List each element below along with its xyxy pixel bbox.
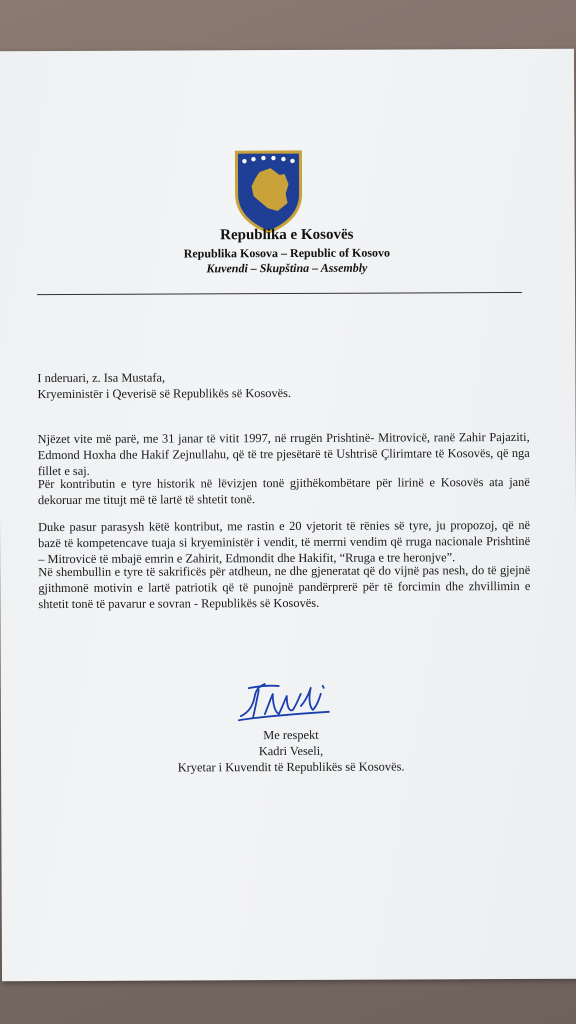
header-title: Republika e Kosovës: [220, 226, 354, 244]
kosovo-coat-of-arms: [232, 148, 304, 234]
header-subtitle: Republika Kosova – Republic of Kosovo: [183, 245, 391, 261]
signatory-position: Kryetar i Kuvendit të Republikës së Kosovës.: [177, 759, 405, 775]
closing-regards: Me respekt: [263, 727, 319, 743]
body-paragraph-2: Për kontributin e tyre historik në lëvizjen tonë gjithëkombëtare për lirinë e Kosovës ata janë dekoruar me titujt më të lartë të shtetit tonë.: [37, 474, 530, 508]
handwritten-signature: [235, 676, 335, 726]
body-paragraph-3: Duke pasur parasysh këtë kontribut, me rastin e 20 vjetorit të rënies së tyre, ju propozoj, që në bazë të kompetencave tuaja si kryeministër i vendit, të merrni vendim që rruga nacionale Prishtinë – Mitrovicë të mbajë emrin e Zahirit, Edmondit dhe Hakifit, “Rruga e tre heronjve”.: [38, 517, 531, 567]
recipient-name: I nderuari, z. Isa Mustafa,: [37, 370, 166, 386]
header-institution: Kuvendi – Skupština – Assembly: [206, 260, 368, 276]
letter-page: [0, 49, 576, 982]
signatory-name: Kadri Veseli,: [258, 743, 324, 759]
recipient-title: Kryeministër i Qeverisë së Republikës së Kosovës.: [37, 385, 292, 402]
header-divider: [37, 292, 522, 295]
body-paragraph-1: Njëzet vite më parë, me 31 janar të vitit 1997, në rrugën Prishtinë- Mitrovicë, ranë Zahir Pajaziti, Edmond Hoxha dhe Hakif Zejnullahu, që të tre pjesëtarë të Ushtrisë Çlirimtare të Kosovës, që nga fillet e saj.: [37, 429, 530, 479]
body-paragraph-4: Në shembullin e tyre të sakrificës për atdheun, ne dhe gjeneratat që do vijnë pas nesh, do të gjejnë gjithmonë motivin e lartë patriotik që të punojnë pandërprerë për të forcimin dhe zhvillimin e shtetit tonë të pavarur e sovran - Republikës së Kosovës.: [38, 562, 531, 612]
